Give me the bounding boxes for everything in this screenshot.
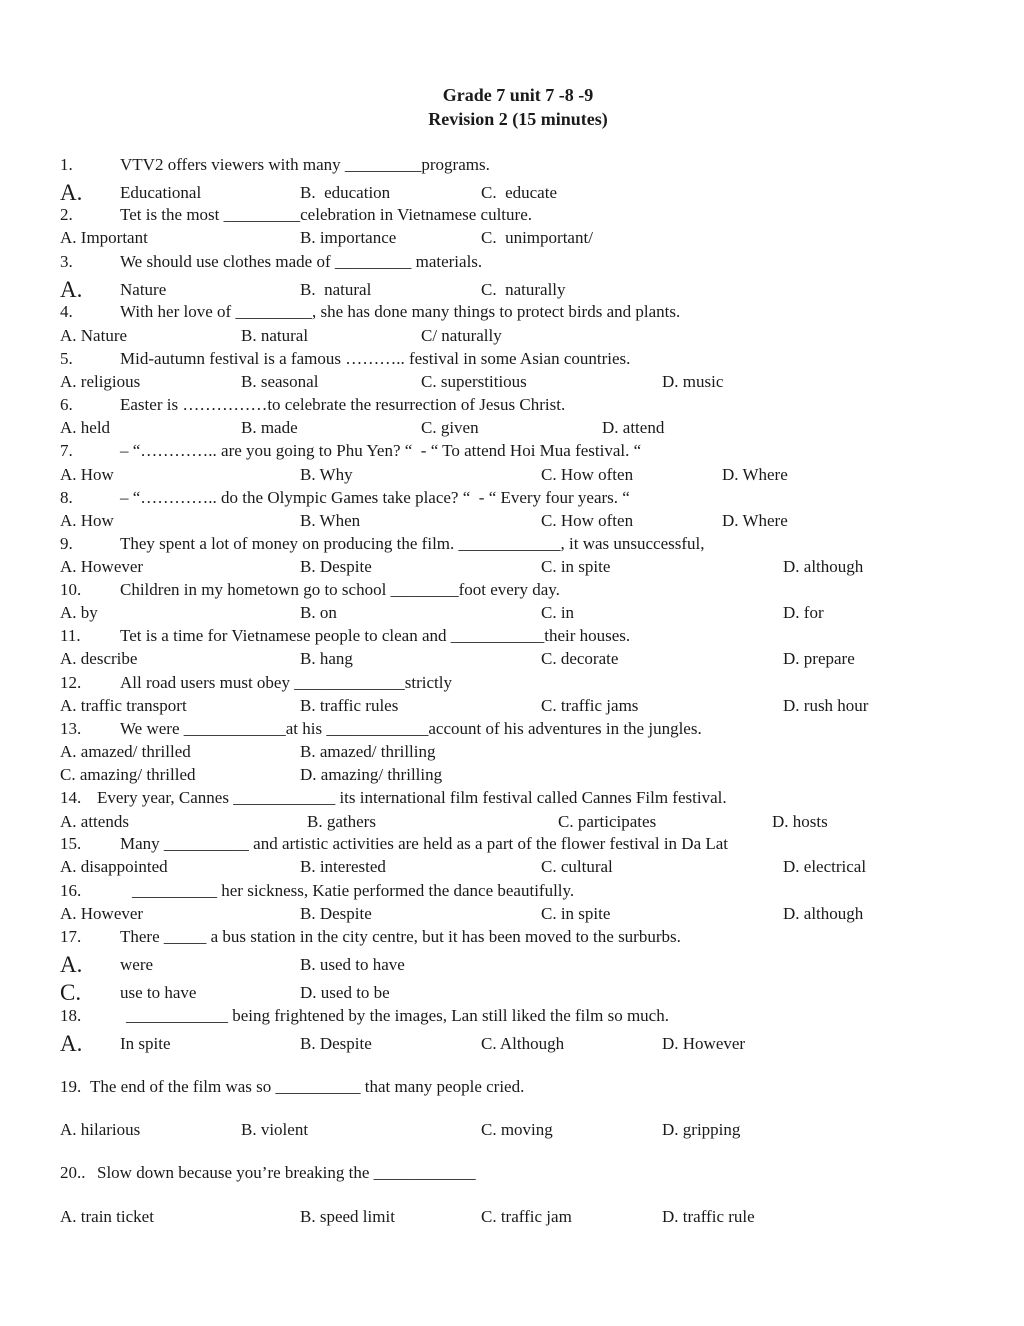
question-text: Mid-autumn festival is a famous ……….. festival in some Asian countries. — [120, 349, 631, 368]
option-c: C. naturally — [481, 280, 566, 299]
option-c: C. decorate — [541, 649, 619, 668]
option-letter-a: A. — [60, 952, 83, 977]
option-a: A. hilarious — [60, 1120, 141, 1139]
option-c: C. moving — [481, 1120, 553, 1139]
option-c: C. How often — [541, 465, 634, 484]
option-c: C. participates — [558, 812, 657, 831]
option-letter-a: A. — [60, 180, 83, 205]
option-b: B. made — [241, 418, 298, 437]
worksheet-title: Grade 7 unit 7 -8 -9 — [442, 85, 594, 105]
option-a: A. Important — [60, 228, 148, 247]
option-a: A. by — [60, 603, 98, 622]
option-a: Educational — [120, 183, 202, 202]
option-c: C. in — [541, 603, 575, 622]
option-b: B. interested — [300, 857, 386, 876]
question-number: 17. — [60, 927, 82, 946]
question-number: 3. — [60, 252, 73, 271]
option-b: B. importance — [300, 228, 397, 247]
question-text: We should use clothes made of _________ materials. — [120, 252, 483, 271]
option-b: B. natural — [241, 326, 309, 345]
option-d: D. attend — [602, 418, 665, 437]
question-number: 4. — [60, 302, 73, 321]
question-number: 14. — [60, 788, 82, 807]
option-letter-a: A. — [60, 277, 83, 302]
question-number: 15. — [60, 834, 82, 853]
option-b: B. Despite — [300, 904, 372, 923]
question-text: The end of the film was so __________ that many people cried. — [90, 1077, 525, 1096]
option-a: A. However — [60, 904, 144, 923]
worksheet-subtitle: Revision 2 (15 minutes) — [428, 109, 608, 129]
option-a: A. amazed/ thrilled — [60, 742, 191, 761]
question-text: Tet is the most _________celebration in Vietnamese culture. — [120, 205, 532, 224]
option-b: B. Despite — [300, 1034, 372, 1053]
option-a: In spite — [120, 1034, 171, 1053]
option-b: B. natural — [300, 280, 372, 299]
option-b: B. Why — [300, 465, 353, 484]
option-c: C. traffic jam — [481, 1207, 572, 1226]
option-b: B. seasonal — [241, 372, 319, 391]
option-d: D. However — [662, 1034, 746, 1053]
option-b: B. on — [300, 603, 337, 622]
question-number: 20.. — [60, 1163, 86, 1182]
question-text: There _____ a bus station in the city centre, but it has been moved to the surburbs. — [120, 927, 681, 946]
option-b: B. gathers — [307, 812, 376, 831]
option-d: D. prepare — [783, 649, 855, 668]
option-d: D. although — [783, 557, 864, 576]
question-number: 1. — [60, 155, 73, 174]
question-text: __________ her sickness, Katie performed the dance beautifully. — [132, 881, 575, 900]
option-d: D. Where — [722, 511, 788, 530]
option-a: A. How — [60, 465, 114, 484]
question-number: 2. — [60, 205, 73, 224]
option-b: B. When — [300, 511, 361, 530]
option-d: D. although — [783, 904, 864, 923]
option-b: B. Despite — [300, 557, 372, 576]
question-number: 11. — [60, 626, 81, 645]
option-c: C. Although — [481, 1034, 565, 1053]
option-c: C. educate — [481, 183, 557, 202]
option-c: C. amazing/ thrilled — [60, 765, 196, 784]
question-text: Slow down because you’re breaking the ____________ — [97, 1163, 476, 1182]
option-c: C. in spite — [541, 557, 611, 576]
question-number: 7. — [60, 441, 73, 460]
question-number: 6. — [60, 395, 73, 414]
option-d: D. music — [662, 372, 724, 391]
question-text: Many __________ and artistic activities are held as a part of the flower festival in Da Lat — [120, 834, 729, 853]
question-number: 16. — [60, 881, 82, 900]
question-number: 13. — [60, 719, 82, 738]
question-text: – “………….. are you going to Phu Yen? “ - “ To attend Hoi Mua festival. “ — [120, 441, 642, 460]
question-text: ____________ being frightened by the images, Lan still liked the film so much. — [126, 1006, 669, 1025]
option-b: B. speed limit — [300, 1207, 395, 1226]
option-letter-c: C. — [60, 980, 82, 1005]
option-a: were — [120, 955, 154, 974]
option-b: B. hang — [300, 649, 353, 668]
option-d: D. electrical — [783, 857, 867, 876]
question-text: They spent a lot of money on producing the film. ____________, it was unsuccessful, — [120, 534, 705, 553]
option-c: C/ naturally — [421, 326, 502, 345]
question-text: All road users must obey _____________strictly — [120, 673, 452, 692]
question-text: – “………….. do the Olympic Games take place? “ - “ Every four years. “ — [120, 488, 630, 507]
option-c: use to have — [120, 983, 197, 1002]
option-c: C. unimportant/ — [481, 228, 593, 247]
option-a: Nature — [120, 280, 167, 299]
option-a: A. traffic transport — [60, 696, 187, 715]
option-c: C. How often — [541, 511, 634, 530]
option-d: D. for — [783, 603, 824, 622]
question-text: VTV2 offers viewers with many _________programs. — [120, 155, 490, 174]
option-d: D. hosts — [772, 812, 828, 831]
question-number: 19. — [60, 1077, 82, 1096]
option-a: A. disappointed — [60, 857, 168, 876]
question-number: 12. — [60, 673, 82, 692]
option-c: C. traffic jams — [541, 696, 639, 715]
option-d: D. amazing/ thrilling — [300, 765, 443, 784]
question-text: Every year, Cannes ____________ its international film festival called Cannes Film festival. — [97, 788, 727, 807]
option-a: A. Nature — [60, 326, 128, 345]
option-a: A. However — [60, 557, 144, 576]
question-number: 18. — [60, 1006, 82, 1025]
question-text: Children in my hometown go to school ________foot every day. — [120, 580, 560, 599]
option-b: B. amazed/ thrilling — [300, 742, 436, 761]
option-d: D. Where — [722, 465, 788, 484]
option-a: A. describe — [60, 649, 138, 668]
question-text: Tet is a time for Vietnamese people to clean and ___________their houses. — [120, 626, 631, 645]
option-a: A. religious — [60, 372, 141, 391]
option-letter-a: A. — [60, 1031, 83, 1056]
option-a: A. attends — [60, 812, 129, 831]
option-d: D. used to be — [300, 983, 390, 1002]
question-number: 10. — [60, 580, 82, 599]
option-a: A. train ticket — [60, 1207, 154, 1226]
option-c: C. in spite — [541, 904, 611, 923]
option-b: B. traffic rules — [300, 696, 399, 715]
question-text: We were ____________at his ____________account of his adventures in the jungles. — [120, 719, 702, 738]
option-b: B. used to have — [300, 955, 405, 974]
option-a: A. How — [60, 511, 114, 530]
question-text: Easter is ……………to celebrate the resurrection of Jesus Christ. — [120, 395, 566, 414]
option-d: D. traffic rule — [662, 1207, 755, 1226]
option-d: D. rush hour — [783, 696, 869, 715]
option-c: C. cultural — [541, 857, 613, 876]
option-a: A. held — [60, 418, 111, 437]
question-number: 5. — [60, 349, 73, 368]
question-text: With her love of _________, she has done many things to protect birds and plants. — [120, 302, 681, 321]
option-b: B. education — [300, 183, 391, 202]
option-c: C. given — [421, 418, 479, 437]
option-d: D. gripping — [662, 1120, 741, 1139]
option-c: C. superstitious — [421, 372, 527, 391]
option-b: B. violent — [241, 1120, 309, 1139]
question-number: 9. — [60, 534, 73, 553]
question-number: 8. — [60, 488, 73, 507]
